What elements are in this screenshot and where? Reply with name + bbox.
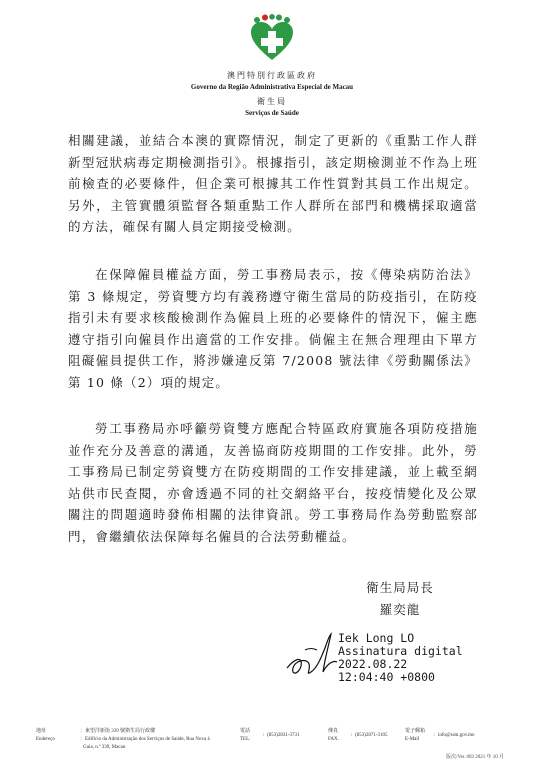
dept-name-zh: 衛生局	[257, 97, 287, 106]
version-label: 版次/Ver. 003 2021 年 10 月	[446, 755, 505, 760]
signature-date: 2022.08.22	[338, 657, 408, 671]
fax-label-pt: FAX.	[328, 737, 339, 742]
handwritten-signature	[283, 628, 341, 684]
tel-label-zh: 電話	[240, 729, 251, 734]
digital-signer-name: Iek Long LO	[338, 631, 415, 645]
dept-name-pt: Serviços de Saúde	[245, 109, 299, 117]
email-address: ：info@ssm.gov.mo	[433, 733, 475, 738]
org-name-pt: Governo da Região Administrativa Especial de Macau	[190, 83, 354, 91]
digital-signature-label: Assinatura digital	[338, 644, 463, 658]
signature-time: 12:04:40 +0800	[338, 670, 435, 684]
signatory-name: 羅奕龍	[379, 602, 421, 617]
address-zh: ：東望洋新街 339 號衛生局行政樓	[80, 729, 156, 734]
health-bureau-logo-icon	[249, 14, 295, 62]
body-paragraph-3: 勞工事務局亦呼籲勞資雙方應配合特區政府實施各項防疫措施並作充分及善意的溝通，友善協商防疫期間的工作安排。此外，勞工事務局已制定勞資雙方在防疫期間的工作安排建議，並上載至網站供市民查閱，亦會透過不同的社交網絡平台，按疫情變化及公眾關注的問題適時發佈相關的法律資訊。勞工事務局作為勞動監察部門，會繼續依法保障每名僱員的合法勞動權益。	[68, 421, 478, 544]
address-label-pt: Endereço	[36, 737, 55, 742]
org-name-zh: 澳門特別行政區政府	[227, 71, 317, 80]
body-paragraph-2: 在保障僱員權益方面，勞工事務局表示，按《傳染病防治法》第 3 條規定，勞資雙方均有義務遵守衛生當局的防疫指引，在防疫指引未有要求核酸檢測作為僱員上班的必要條件的情況下，僱主應遵守指引向僱員作出適當的工作安排。倘僱主在無合理理由下單方阻礙僱員提供工作，將涉嫌違反第 7/2008 號法律《勞動關係法》第 10 條（2）項的規定。	[68, 267, 478, 390]
tel-label-pt: TEL.	[240, 737, 251, 742]
digital-signature-block	[338, 632, 488, 684]
tel-number: ：(853)2831-3731	[262, 733, 300, 738]
address-pt-line-2: Guia, n.º 339, Macau	[83, 745, 126, 750]
body-paragraph-1: 相關建議，並結合本澳的實際情況，制定了更新的《重點工作人群新型冠狀病毒定期檢測指引》。根據指引，該定期檢測並不作為上班前檢查的必要條件，但企業可根據其工作性質對其員工作出規定。另外，主管實體須監督各類重點工作人群所在部門和機構採取適當的方法，確保有關人員定期接受檢測。	[68, 133, 478, 234]
email-label-zh: 電子郵箱	[405, 729, 426, 734]
fax-number: ：(853)2871-3105	[350, 733, 388, 738]
footer	[0, 728, 544, 773]
signatory-title: 衛生局局長	[366, 580, 434, 595]
address-pt-line-1: ：Edifício da Administração dos Serviços de Saúde, Rua Nova à	[80, 737, 210, 742]
fax-label-zh: 傳真	[328, 729, 339, 734]
email-label-pt: E-Mail	[405, 737, 420, 742]
address-label-zh: 地址	[36, 729, 47, 734]
